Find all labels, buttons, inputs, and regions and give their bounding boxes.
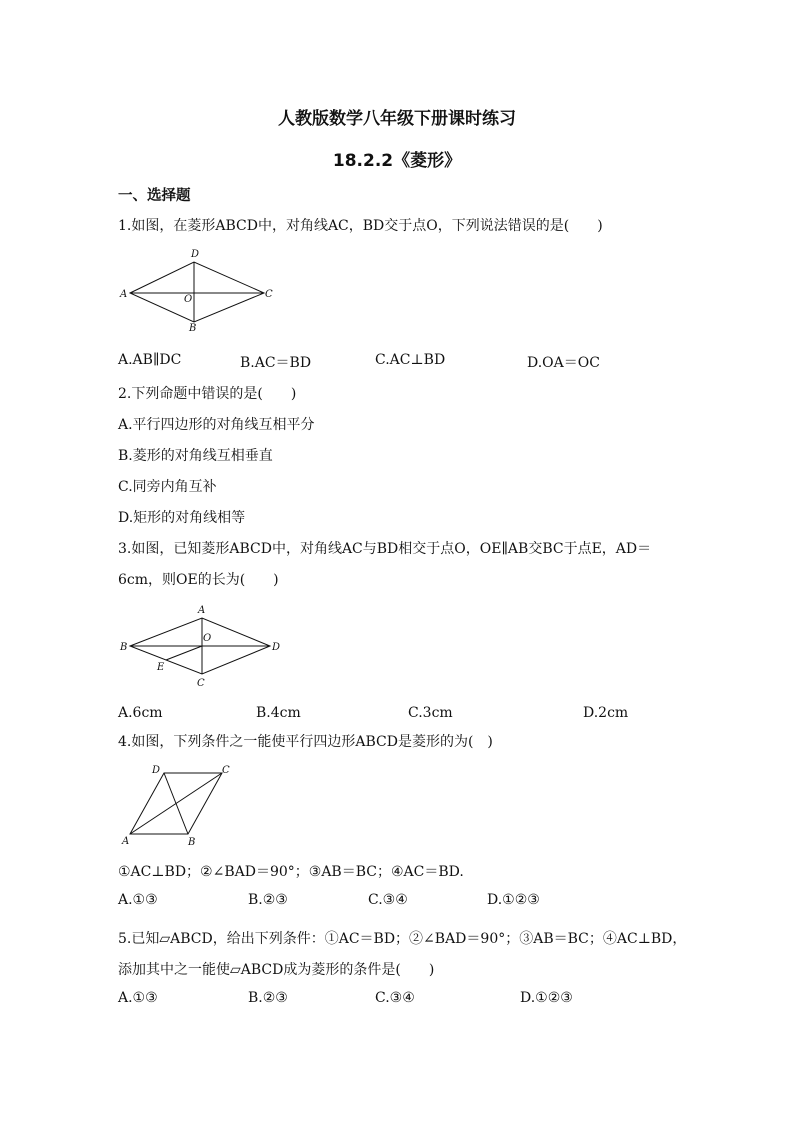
segment-oe: [166, 646, 202, 660]
section-heading: 一、选择题: [118, 188, 191, 204]
label-a: A: [198, 605, 206, 616]
label-b: B: [188, 837, 196, 848]
label-b: B: [189, 323, 197, 334]
q5-option-a[interactable]: A.①③: [118, 990, 158, 1006]
question-1-stem: 1.如图，在菱形ABCD中，对角线AC，BD交于点O，下列说法错误的是( ): [118, 218, 603, 234]
label-d: D: [272, 642, 281, 653]
q4-option-b[interactable]: B.②③: [248, 892, 288, 908]
q1-option-b[interactable]: B.AC＝BD: [240, 355, 312, 371]
question-1-figure: [118, 246, 278, 334]
q1-option-c[interactable]: C.AC⊥BD: [375, 352, 446, 368]
label-c: C: [265, 289, 273, 300]
q3-option-b[interactable]: B.4cm: [256, 705, 301, 721]
question-4-figure: [118, 760, 238, 848]
q5-option-d[interactable]: D.①②③: [520, 990, 573, 1006]
q2-option-a[interactable]: A.平行四边形的对角线互相平分: [118, 417, 315, 433]
label-d: D: [152, 765, 161, 776]
question-5-stem-line-1: 5.已知▱ABCD，给出下列条件：①AC＝BD；②∠BAD＝90°；③AB＝BC；④AC⊥BD，: [118, 931, 687, 947]
question-4-stem: 4.如图，下列条件之一能使平行四边形ABCD是菱形的为( ): [118, 734, 493, 750]
rhombus-outline: [130, 262, 264, 322]
q2-option-c[interactable]: C.同旁内角互补: [118, 479, 217, 495]
label-o: O: [184, 294, 193, 305]
question-5-stem-line-2: 添加其中之一能使▱ABCD成为菱形的条件是( ): [118, 962, 435, 978]
question-3-stem-line-1: 3.如图，已知菱形ABCD中，对角线AC与BD相交于点O，OE∥AB交BC于点E，AD＝: [118, 541, 652, 557]
label-a: A: [120, 289, 128, 300]
q2-option-b[interactable]: B.菱形的对角线互相垂直: [118, 448, 273, 464]
label-c: C: [197, 678, 205, 689]
q4-option-d[interactable]: D.①②③: [487, 892, 540, 908]
label-b: B: [120, 642, 128, 653]
q5-option-c[interactable]: C.③④: [375, 990, 415, 1006]
q3-option-c[interactable]: C.3cm: [408, 705, 453, 721]
page-subtitle: 18.2.2《菱形》: [332, 151, 462, 171]
question-3-figure: [118, 602, 293, 692]
label-o: O: [203, 633, 212, 644]
q1-option-d[interactable]: D.OA＝OC: [527, 355, 600, 371]
label-a: A: [122, 836, 130, 847]
page-title: 人教版数学八年级下册课时练习: [278, 109, 516, 129]
q4-option-c[interactable]: C.③④: [368, 892, 408, 908]
label-e: E: [157, 662, 165, 673]
q4-option-a[interactable]: A.①③: [118, 892, 158, 908]
q2-option-d[interactable]: D.矩形的对角线相等: [118, 510, 246, 526]
q3-option-d[interactable]: D.2cm: [583, 705, 629, 721]
question-2-stem: 2.下列命题中错误的是( ): [118, 386, 297, 402]
label-d: D: [191, 249, 200, 260]
q3-option-a[interactable]: A.6cm: [118, 705, 163, 721]
label-c: C: [222, 765, 230, 776]
diagonal-bd: [164, 773, 188, 834]
q5-option-b[interactable]: B.②③: [248, 990, 288, 1006]
question-4-conditions: ①AC⊥BD；②∠BAD＝90°；③AB＝BC；④AC＝BD.: [118, 864, 464, 880]
question-3-stem-line-2: 6cm，则OE的长为( ): [118, 572, 279, 588]
q1-option-a[interactable]: A.AB∥DC: [118, 352, 182, 368]
